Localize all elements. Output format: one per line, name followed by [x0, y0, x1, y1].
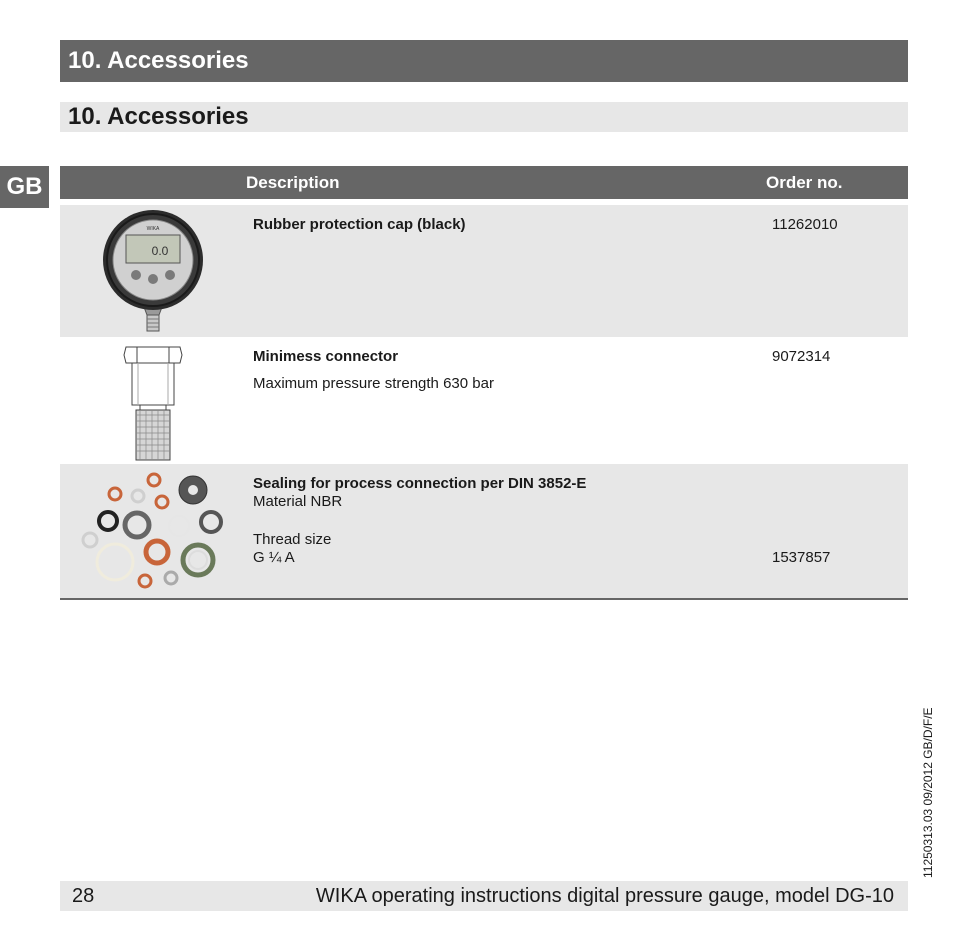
accessory-title: Minimess connector: [253, 348, 399, 365]
accessory-title: Rubber protection cap (black): [253, 216, 466, 233]
minimess-connector-image: [60, 337, 246, 464]
document-code: 11250313.03 09/2012 GB/D/F/E: [921, 707, 935, 878]
accessory-material: Material NBR: [253, 493, 343, 510]
column-header-description: Description: [246, 173, 340, 192]
language-tab: GB: [0, 166, 49, 208]
column-header-order-no: Order no.: [766, 173, 843, 192]
thread-size-value: G ¼ A: [253, 549, 295, 566]
table-row: [60, 337, 908, 464]
table-row: [60, 205, 908, 337]
accessory-detail: Maximum pressure strength 630 bar: [253, 375, 494, 392]
accessory-title: Sealing for process connection per DIN 3852-E: [253, 475, 587, 492]
svg-text:WIKA: WIKA: [146, 226, 160, 232]
section-title-light: 10. Accessories: [60, 102, 908, 132]
footer-title: WIKA operating instructions digital pressure gauge, model DG-10: [315, 885, 894, 907]
order-number: 11262010: [772, 216, 838, 233]
order-number: 1537857: [772, 549, 831, 566]
table-row: [60, 464, 908, 600]
section-title-dark: 10. Accessories: [60, 40, 908, 82]
sealing-rings-image: [60, 464, 246, 598]
thread-size-label: Thread size: [253, 531, 332, 548]
pressure-gauge-image: [60, 205, 246, 337]
page-number: 28: [72, 885, 95, 907]
page-footer: [60, 881, 908, 911]
svg-text:0.0: 0.0: [151, 244, 169, 258]
table-header: [60, 166, 908, 199]
order-number: 9072314: [772, 348, 831, 365]
